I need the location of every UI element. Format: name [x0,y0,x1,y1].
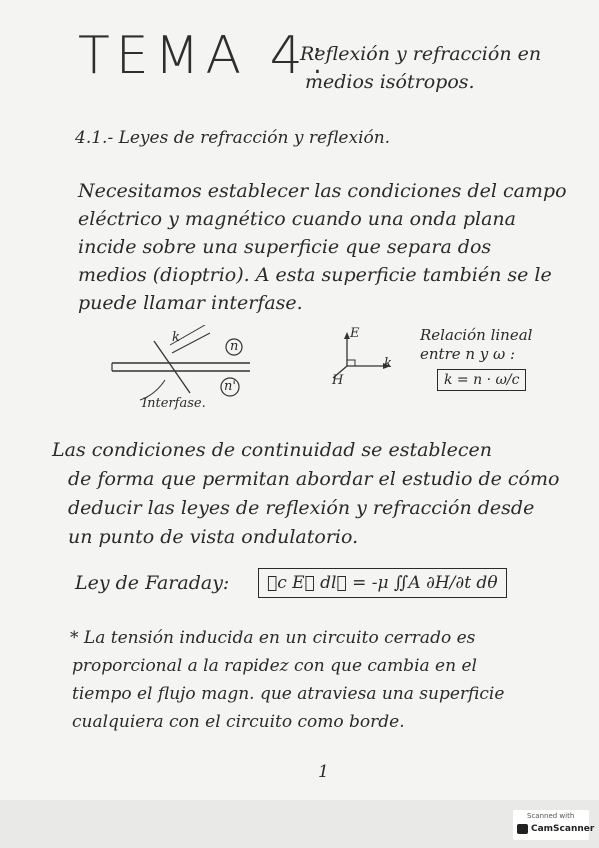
diagram-h-label: H [332,373,344,388]
intro-line-4: medios (dioptrio). A esta superficie también se le [78,264,552,286]
intro-line-2: eléctrico y magnético cuando una onda plana [78,208,516,230]
note-line-2: proporcional a la rapidez con que cambia en el [72,656,477,676]
diagram-k2-label: k [384,356,392,371]
page-number: 1 [318,762,329,782]
section-heading: 4.1.- Leyes de refracción y reflexión. [75,128,391,148]
page-title: TEMA 4: [78,26,333,86]
intro-line-1: Necesitamos establecer las condiciones del campo [78,180,567,202]
diagram-k-label: k [172,330,180,345]
continuity-line-3: deducir las leyes de reflexión y refracción desde [68,497,535,519]
diagram-n-label: n [230,339,239,354]
diagram-interface-label: Interfase. [142,396,206,411]
continuity-line-2: de forma que permitan abordar el estudio de cómo [68,468,560,490]
faraday-formula-box: ∮c E⃗ dl⃗ = -μ ∬A ∂H/∂t dθ [258,568,507,598]
relation-formula-box: k = n · ω/c [437,369,526,391]
faraday-label: Ley de Faraday: [75,572,230,594]
note-line-1: * La tensión inducida en un circuito cerrado es [70,628,476,648]
intro-line-3: incide sobre una superficie que separa dos [78,236,492,258]
camscanner-logo-icon [517,824,528,834]
camscanner-badge [513,810,595,840]
title-subtitle-line1: Reflexión y refracción en [300,43,542,65]
intro-line-5: puede llamar interfase. [78,292,303,314]
continuity-line-4: un punto de vista ondulatorio. [68,526,359,548]
note-line-4: cualquiera con el circuito como borde. [72,712,405,732]
diagram-n-prime-label: n' [224,379,236,394]
relation-line-2: entre n y ω : [420,345,516,363]
camscanner-name: CamScanner [531,824,595,834]
diagram-e-label: E [350,326,360,341]
title-subtitle-line2: medios isótropos. [305,71,475,93]
relation-line-1: Relación lineal [420,326,533,344]
note-line-3: tiempo el flujo magn. que atraviesa una superficie [72,684,505,704]
continuity-line-1: Las condiciones de continuidad se establecen [52,439,493,461]
scanned-with-text: Scanned with [527,812,575,820]
